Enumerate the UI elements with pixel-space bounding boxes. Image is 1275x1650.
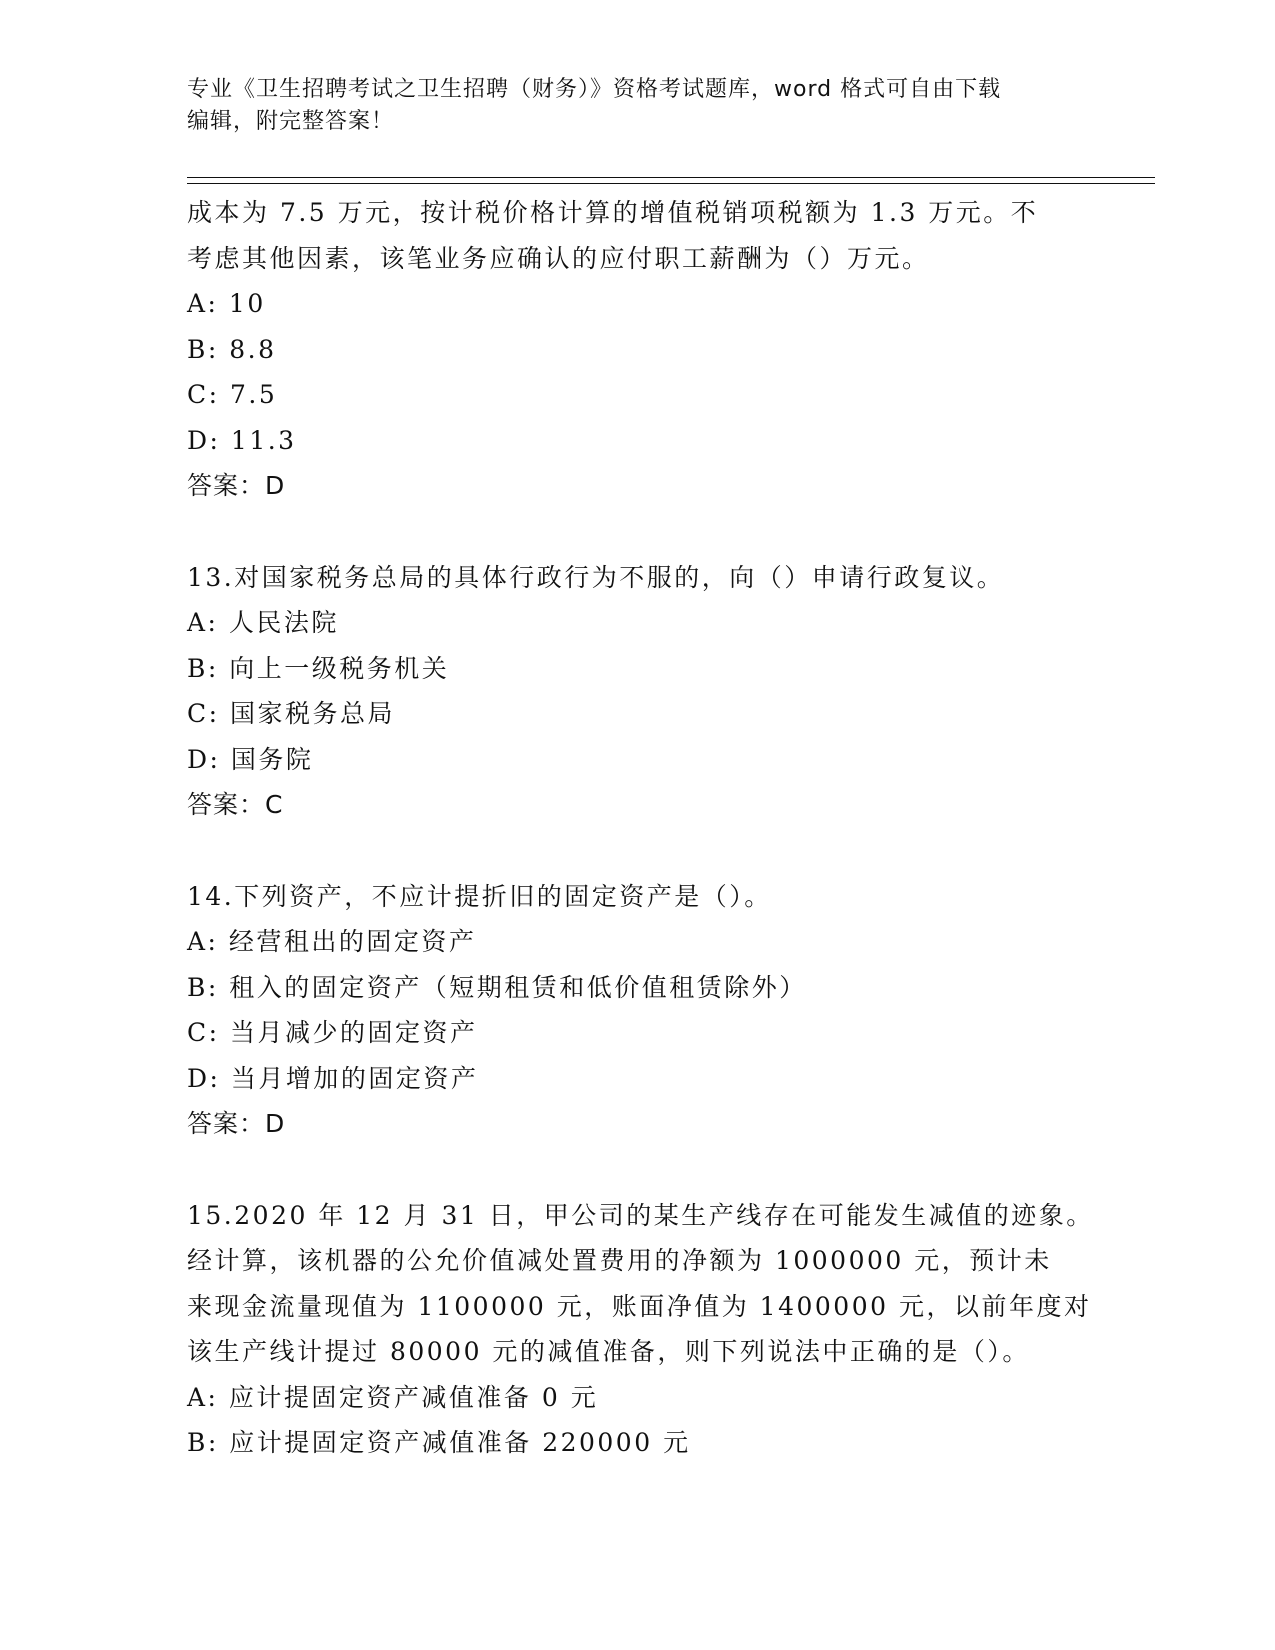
option-b: B: 租入的固定资产（短期租赁和低价值租赁除外） [187, 972, 807, 1002]
question-15 [187, 1193, 1094, 1466]
option-c: C: 当月减少的固定资产 [187, 1018, 478, 1047]
header-line-2: 编辑，附完整答案！ [187, 109, 395, 134]
question-stem: 15.2020 年 12 月 31 日，甲公司的某生产线存在可能发生减值的迹象。 [187, 1200, 1094, 1230]
option-a: A: 人民法院 [187, 608, 339, 637]
option-a: A: 应计提固定资产减值准备 0 元 [187, 1382, 599, 1412]
spacer [187, 509, 1067, 555]
header-divider-bottom [187, 183, 1155, 184]
option-a: A: 经营租出的固定资产 [187, 927, 477, 956]
spacer [187, 828, 1067, 874]
question-13 [187, 555, 1067, 828]
option-d: D: 当月增加的固定资产 [187, 1063, 479, 1093]
header-line-1: 专业《卫生招聘考试之卫生招聘（财务）》资格考试题库，word 格式可自由下载 [187, 77, 1002, 102]
option-c: C: 7.5 [187, 380, 278, 409]
option-d: D: 11.3 [187, 425, 297, 455]
option-d: D: 国务院 [187, 744, 314, 774]
answer-line: 答案：C [187, 790, 284, 819]
spacer [187, 1147, 1067, 1193]
question-stem: 14.下列资产，不应计提折旧的固定资产是（）。 [187, 881, 772, 911]
question-stem: 经计算，该机器的公允价值减处置费用的净额为 1000000 元，预计未 [187, 1246, 1052, 1275]
option-c: C: 国家税务总局 [187, 699, 395, 728]
question-list [187, 190, 1094, 1466]
question-stem: 来现金流量现值为 1100000 元，账面净值为 1400000 元，以前年度对 [187, 1291, 1092, 1321]
answer-line: 答案：D [187, 1109, 286, 1138]
question-12 [187, 190, 1067, 509]
question-14 [187, 874, 1067, 1147]
question-stem: 该生产线计提过 80000 元的减值准备，则下列说法中正确的是（）。 [187, 1337, 1030, 1366]
option-b: B: 应计提固定资产减值准备 220000 元 [187, 1428, 691, 1457]
question-stem: 成本为 7.5 万元，按计税价格计算的增值税销项税额为 1.3 万元。不 [187, 198, 1039, 227]
header-divider-top [187, 177, 1155, 178]
question-stem: 13.对国家税务总局的具体行政行为不服的，向（）申请行政复议。 [187, 562, 1005, 592]
option-a: A: 10 [187, 289, 266, 318]
option-b: B: 8.8 [187, 334, 277, 364]
option-b: B: 向上一级税务机关 [187, 653, 450, 683]
question-stem: 考虑其他因素，该笔业务应确认的应付职工薪酬为（）万元。 [187, 243, 930, 273]
document-header [187, 74, 1087, 138]
answer-line: 答案：D [187, 471, 286, 500]
